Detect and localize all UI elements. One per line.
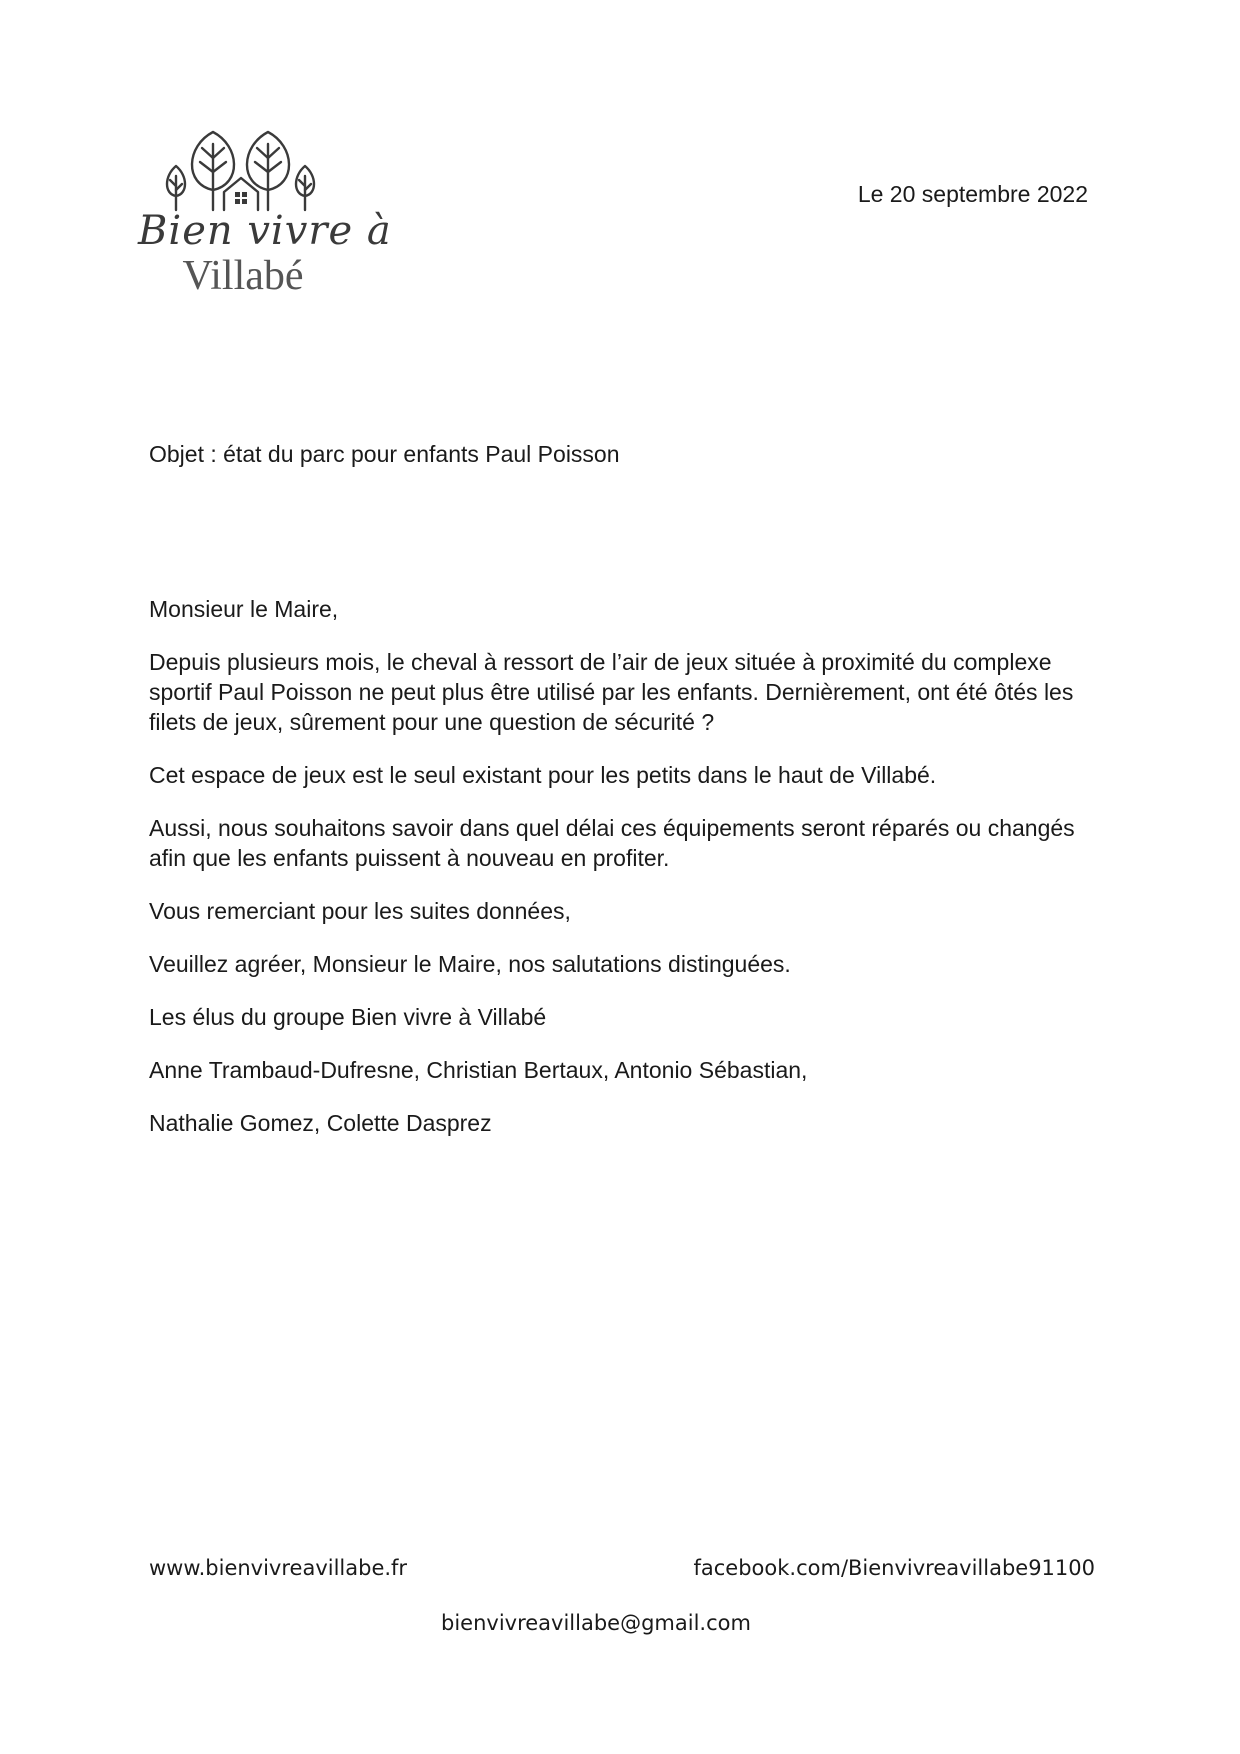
signatories-line-2: Nathalie Gomez, Colette Dasprez [149, 1110, 492, 1136]
logo-name-line1: Bien vivre à [138, 208, 392, 254]
letter-paragraph: Cet espace de jeux est le seul existant pour les petits dans le haut de Villabé. [149, 762, 937, 788]
footer-website: www.bienvivreavillabe.fr [149, 1556, 408, 1580]
organization-logo [138, 124, 392, 309]
letter-paragraph: Depuis plusieurs mois, le cheval à ressort de l’air de jeux située à proximité du complexe sportif Paul Poisson ne peut plus être utilisé par les enfants. Dernièrement, ont été ôtés les filets de jeux, sûrement pour une question de sécurité ? [149, 649, 1074, 735]
footer-email: bienvivreavillabe@gmail.com [441, 1611, 751, 1635]
letter-paragraph: Vous remerciant pour les suites données, [149, 898, 571, 924]
footer-facebook: facebook.com/Bienvivreavillabe91100 [693, 1556, 1095, 1580]
trees-house-icon [138, 124, 348, 214]
letter-paragraph: Aussi, nous souhaitons savoir dans quel délai ces équipements seront réparés ou changés afin que les enfants puissent à nouveau en profiter. [149, 815, 1075, 871]
signature-group: Les élus du groupe Bien vivre à Villabé [149, 1004, 547, 1030]
signatories-line-1: Anne Trambaud-Dufresne, Christian Bertaux, Antonio Sébastian, [149, 1057, 808, 1083]
letter-closing: Veuillez agréer, Monsieur le Maire, nos salutations distinguées. [149, 951, 791, 977]
letter-date: Le 20 septembre 2022 [857, 181, 1088, 207]
letter-subject: Objet : état du parc pour enfants Paul Poisson [149, 441, 620, 467]
letter-body [149, 594, 1094, 1161]
logo-name-line2: Villabé [182, 253, 304, 299]
letter-salutation: Monsieur le Maire, [149, 596, 339, 622]
